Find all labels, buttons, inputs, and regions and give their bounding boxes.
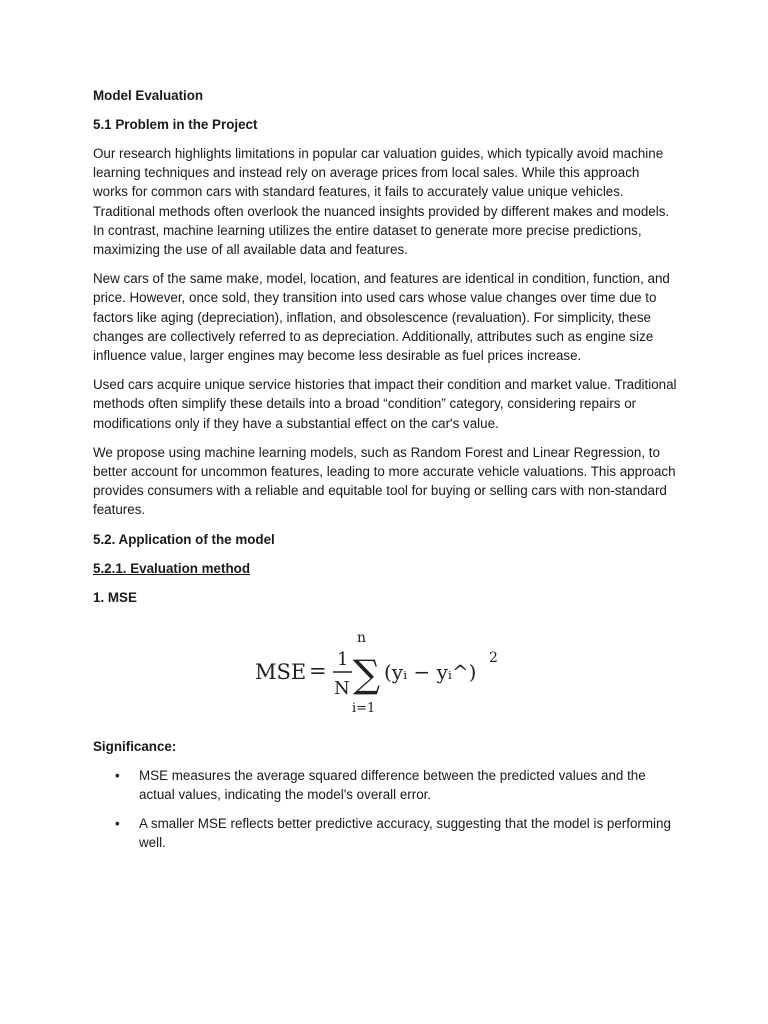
- list-item: [93, 814, 678, 852]
- formula-exponent: 2: [489, 649, 498, 666]
- bullet-text-mse-definition: MSE measures the average squared difference between the predicted values and the actual values, indicating the model's overall error.: [139, 767, 646, 802]
- list-item: [93, 766, 678, 804]
- formula-equals: =: [309, 658, 327, 683]
- document-page: [93, 86, 678, 862]
- formula-body: (yᵢ − yᵢ^): [384, 659, 477, 684]
- significance-heading: Significance:: [93, 738, 177, 754]
- formula-denominator: N: [334, 677, 350, 699]
- section-heading-5-2: 5.2. Application of the model: [93, 531, 275, 547]
- paragraph-limitations: Our research highlights limitations in popular car valuation guides, which typically avoid machine learning techniques and instead rely on average prices from local sales. While this approach works for common cars with standard features, it fails to accurately value unique vehicles. Traditional methods often overlook the nuanced insights provided by different makes and models. In contrast, machine learning utilizes the entire dataset to generate more precise predictions, maximizing the use of all available data and features.: [93, 146, 670, 258]
- paragraph-service-history: Used cars acquire unique service histories that impact their condition and market value. Traditional methods often simplify these details into a broad “condition” category, considering repairs or modifications only if they have a substantial effect on the car's value.: [93, 377, 677, 431]
- paragraph-proposal: We propose using machine learning models, such as Random Forest and Linear Regression, to better account for uncommon features, leading to more accurate vehicle valuations. This approach provides consumers with a reliable and equitable tool for buying or selling cars with non-standard features.: [93, 444, 676, 518]
- bullet-icon: •: [115, 816, 120, 832]
- sum-symbol: ∑: [353, 651, 381, 696]
- mse-formula: [93, 617, 678, 729]
- formula-lhs: MSE: [255, 659, 307, 684]
- section-heading-5-1: 5.1 Problem in the Project: [93, 117, 258, 132]
- document-title: Model Evaluation: [93, 88, 204, 103]
- formula-lower-limit: i=1: [352, 700, 376, 716]
- subsection-heading-evaluation-method: 5.2.1. Evaluation method: [93, 560, 251, 576]
- item-heading-mse: 1. MSE: [93, 589, 137, 605]
- bullet-icon: •: [115, 767, 120, 783]
- bullet-text-mse-accuracy: A smaller MSE reflects better predictive accuracy, suggesting that the model is performing well.: [139, 816, 671, 851]
- paragraph-depreciation: New cars of the same make, model, location, and features are identical in condition, function, and price. However, once sold, they transition into used cars whose value changes over time due to factors like aging (depreciation), inflation, and obsolescence (revaluation). For simplicity, these changes are collectively referred to as depreciation. Additionally, attributes such as engine size influence value, larger engines may become less desirable as fuel prices increase.: [93, 271, 670, 364]
- mse-formula-graphic: [253, 621, 513, 721]
- formula-numerator: 1: [337, 648, 349, 670]
- formula-upper-limit: n: [357, 629, 367, 646]
- significance-list: [93, 766, 678, 853]
